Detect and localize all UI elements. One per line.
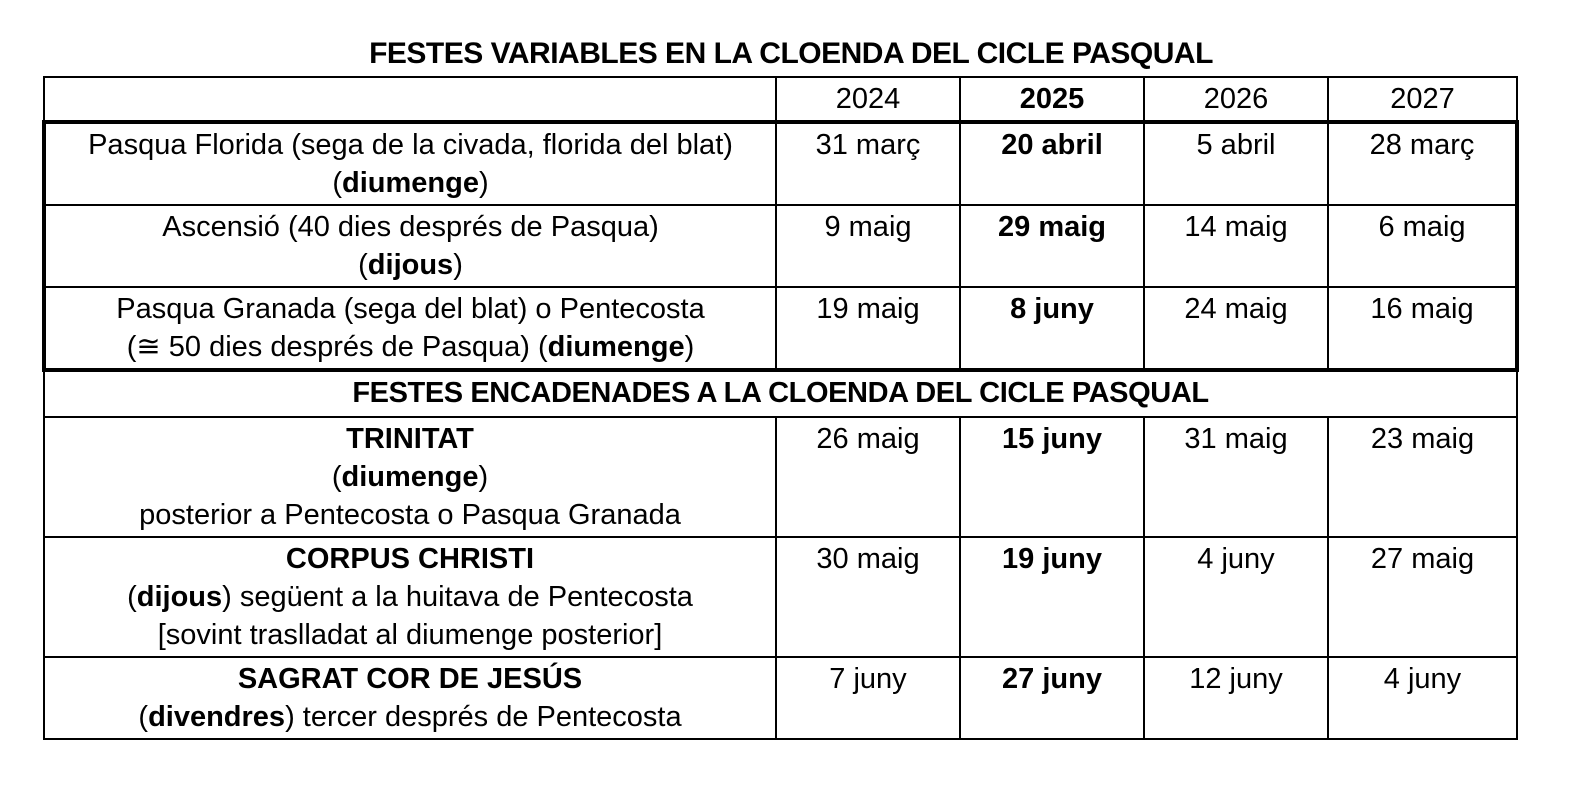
feast-weekday-line: (divendres) tercer després de Pentecosta: [138, 701, 682, 733]
date-2025: 29 maig: [960, 205, 1144, 287]
date-2024: 19 maig: [776, 287, 960, 370]
date-2024: 9 maig: [776, 205, 960, 287]
feast-description: [44, 417, 776, 537]
feast-name: TRINITAT: [346, 423, 474, 455]
table-row-pasqua-florida: [44, 122, 1517, 205]
date-2025: 8 juny: [960, 287, 1144, 370]
table-row-trinitat: [44, 417, 1517, 537]
feast-name: SAGRAT COR DE JESÚS: [237, 663, 583, 695]
feasts-table: [42, 76, 1519, 740]
year-header-2027: 2027: [1328, 77, 1517, 122]
feast-description: [44, 122, 776, 205]
date-2025: 15 juny: [960, 417, 1144, 537]
feast-weekday-line: (dijous): [358, 249, 463, 281]
date-2027: 28 març: [1328, 122, 1517, 205]
feast-description: [44, 205, 776, 287]
feast-note: posterior a Pentecosta o Pasqua Granada: [139, 499, 681, 531]
date-2026: 24 maig: [1144, 287, 1328, 370]
date-2026: 14 maig: [1144, 205, 1328, 287]
feast-description: [44, 657, 776, 739]
date-2024: 26 maig: [776, 417, 960, 537]
feast-weekday: diumenge: [342, 167, 479, 199]
feast-description: [44, 537, 776, 657]
feast-weekday-line: (dijous) següent a la huitava de Pentecosta: [127, 581, 693, 613]
feast-name: Ascensió (40 dies després de Pasqua): [162, 211, 659, 243]
feast-weekday-line: (diumenge): [331, 461, 489, 493]
feast-name: Pasqua Granada (sega del blat) o Pentecosta: [116, 293, 705, 325]
date-2024: 30 maig: [776, 537, 960, 657]
date-2027: 4 juny: [1328, 657, 1517, 739]
date-2026: 4 juny: [1144, 537, 1328, 657]
date-2027: 23 maig: [1328, 417, 1517, 537]
date-2026: 12 juny: [1144, 657, 1328, 739]
table-row-corpus-christi: [44, 537, 1517, 657]
feast-name: CORPUS CHRISTI: [285, 543, 535, 575]
date-2025: 20 abril: [960, 122, 1144, 205]
table-row-pasqua-granada: [44, 287, 1517, 370]
section-heading: FESTES ENCADENADES A LA CLOENDA DEL CICLE PASQUAL: [44, 370, 1517, 417]
feast-weekday: dijous: [136, 581, 223, 613]
feast-weekday: diumenge: [547, 331, 685, 363]
header-blank-cell: [44, 77, 776, 122]
section-heading-row: [44, 370, 1517, 417]
feast-weekday: dijous: [367, 249, 454, 281]
feast-weekday: divendres: [148, 701, 286, 733]
table-row-ascensio: [44, 205, 1517, 287]
feast-weekday-line: (diumenge): [332, 167, 489, 199]
document-title: FESTES VARIABLES EN LA CLOENDA DEL CICLE PASQUAL: [369, 37, 1213, 70]
date-2025: 27 juny: [960, 657, 1144, 739]
year-header-2026: 2026: [1144, 77, 1328, 122]
feast-name: Pasqua Florida (sega de la civada, florida del blat): [88, 129, 733, 161]
date-2027: 27 maig: [1328, 537, 1517, 657]
feast-weekday: diumenge: [341, 461, 479, 493]
date-2026: 5 abril: [1144, 122, 1328, 205]
year-header-2025: 2025: [960, 77, 1144, 122]
year-header-row: [44, 77, 1517, 122]
date-2024: 7 juny: [776, 657, 960, 739]
feast-description: [44, 287, 776, 370]
date-2025: 19 juny: [960, 537, 1144, 657]
feast-note: [sovint traslladat al diumenge posterior]: [157, 619, 663, 651]
year-header-2024: 2024: [776, 77, 960, 122]
feast-weekday-line: (≅ 50 dies després de Pasqua) (diumenge): [126, 331, 695, 363]
date-2027: 6 maig: [1328, 205, 1517, 287]
table-row-sagrat-cor: [44, 657, 1517, 739]
date-2026: 31 maig: [1144, 417, 1328, 537]
date-2024: 31 març: [776, 122, 960, 205]
date-2027: 16 maig: [1328, 287, 1517, 370]
